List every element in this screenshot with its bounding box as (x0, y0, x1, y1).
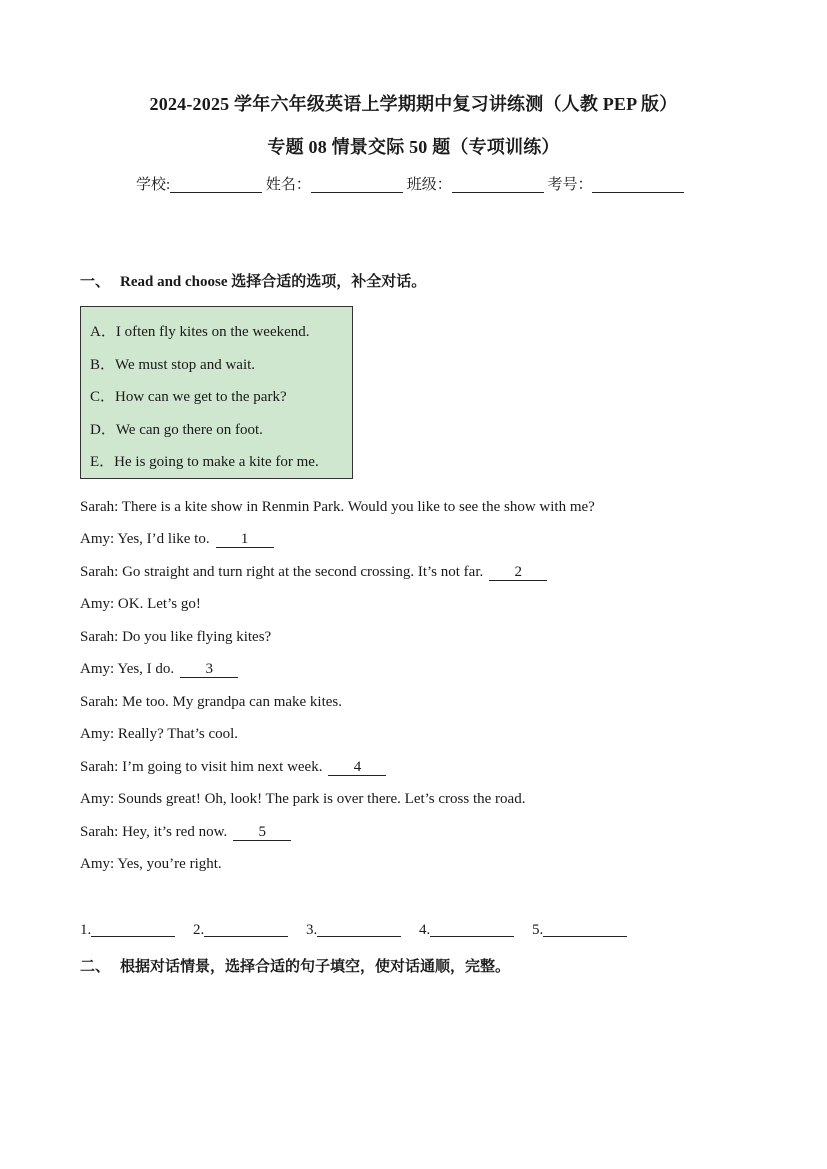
answer-1-line[interactable] (91, 921, 175, 937)
answer-4: 4. (419, 921, 514, 939)
section-1-heading (80, 270, 426, 291)
name-field[interactable] (311, 176, 403, 193)
blank-1[interactable]: 1 (216, 531, 274, 548)
exam-number-label: 考号： (547, 177, 593, 193)
dialogue-line: Amy: Sounds great! Oh, look! The park is over there. Let’s cross the road. (80, 791, 526, 807)
school-label: 学校: (136, 177, 171, 193)
section-2-heading (80, 955, 510, 976)
answer-3: 3. (306, 921, 401, 939)
exam-number-field[interactable] (592, 176, 684, 193)
section-2-instruction: 根据对话情景，选择合适的句子填空，使对话通顺，完整。 (120, 959, 511, 975)
option-a: A．I often fly kites on the weekend. (90, 324, 310, 340)
answer-2-line[interactable] (204, 921, 288, 937)
dialogue-line: Sarah: Hey, it’s red now. 5 (80, 824, 291, 841)
answer-3-line[interactable] (317, 921, 401, 937)
section-1-instruction: Read and choose 选择合适的选项，补全对话。 (120, 274, 427, 290)
option-b: B．We must stop and wait. (90, 357, 256, 373)
blank-5[interactable]: 5 (233, 824, 291, 841)
answer-5-line[interactable] (543, 921, 627, 937)
dialogue-line: Sarah: Me too. My grandpa can make kites. (80, 694, 343, 710)
section-2-number: 二、 (80, 959, 111, 975)
document-title: 2024-2025 学年六年级英语上学期期中复习讲练测（人教 PEP 版） (149, 94, 678, 114)
blank-3[interactable]: 3 (180, 661, 238, 678)
option-d: D．We can go there on foot. (90, 422, 263, 438)
option-c: C．How can we get to the park? (90, 389, 287, 405)
dialogue-line: Amy: OK. Let’s go! (80, 596, 201, 612)
dialogue-line: Sarah: There is a kite show in Renmin Park. Would you like to see the show with me? (80, 499, 595, 515)
option-e: E．He is going to make a kite for me. (90, 454, 319, 470)
section-1-number: 一、 (80, 274, 111, 290)
answer-5: 5. (532, 921, 627, 939)
answer-row (80, 921, 641, 939)
answer-2: 2. (193, 921, 288, 939)
dialogue-line: Amy: Really? That’s cool. (80, 726, 239, 742)
dialogue-line: Sarah: Do you like flying kites? (80, 629, 272, 645)
school-field[interactable] (170, 176, 262, 193)
name-label: 姓名： (265, 177, 311, 193)
dialogue-line: Amy: Yes, I do. 3 (80, 661, 238, 678)
dialogue-line: Sarah: I’m going to visit him next week. 4 (80, 759, 386, 776)
dialogue-line: Amy: Yes, I’d like to. 1 (80, 531, 274, 548)
dialogue-line: Sarah: Go straight and turn right at the second crossing. It’s not far. 2 (80, 564, 547, 581)
blank-2[interactable]: 2 (489, 564, 547, 581)
class-label: 班级： (406, 177, 452, 193)
document-subtitle: 专题 08 情景交际 50 题（专项训练） (267, 137, 560, 157)
class-field[interactable] (452, 176, 544, 193)
answer-1: 1. (80, 921, 175, 939)
student-info-row (136, 173, 684, 194)
dialogue-line: Amy: Yes, you’re right. (80, 856, 222, 872)
options-box (80, 306, 353, 479)
answer-4-line[interactable] (430, 921, 514, 937)
blank-4[interactable]: 4 (328, 759, 386, 776)
